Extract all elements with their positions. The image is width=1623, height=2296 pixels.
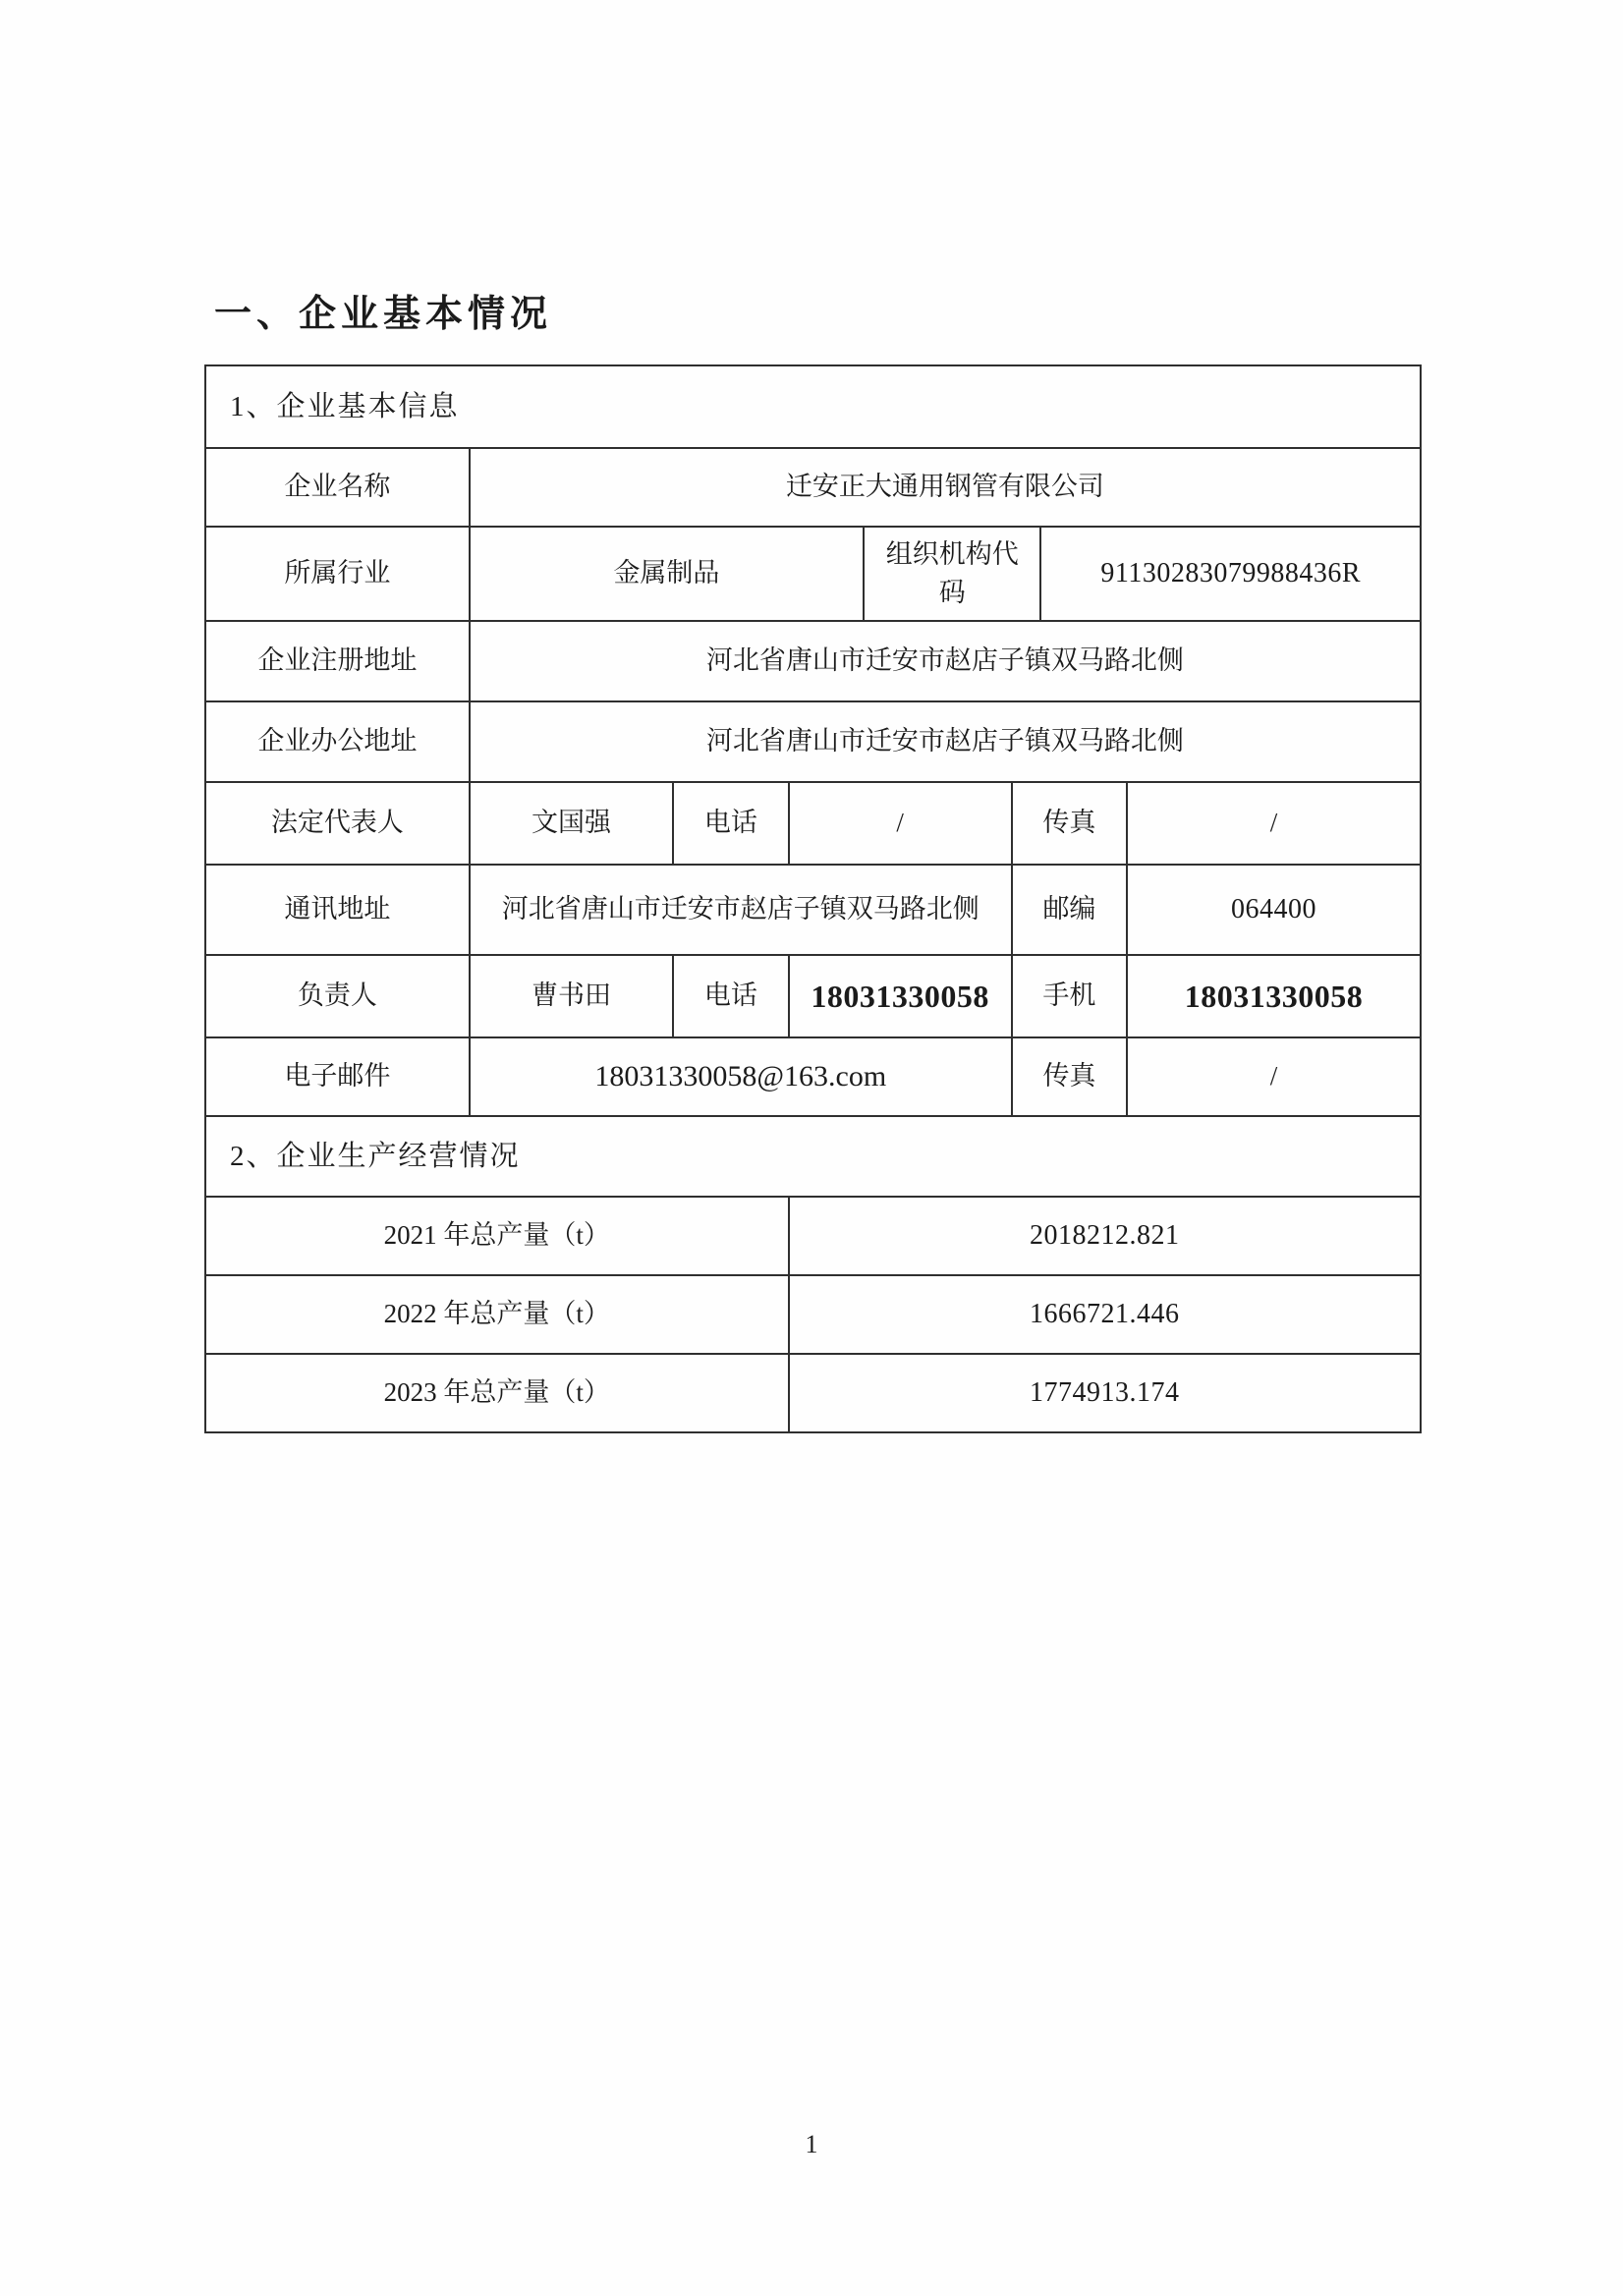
office-address-value: 河北省唐山市迁安市赵店子镇双马路北侧: [469, 702, 1420, 781]
production-2021-value: 2018212.821: [788, 1198, 1420, 1274]
table-row: [206, 1036, 1420, 1115]
manager-value: 曹书田: [469, 956, 672, 1036]
mailing-address-label: 通讯地址: [284, 894, 391, 924]
legal-rep-label: 法定代表人: [270, 808, 404, 838]
page-number: 1: [805, 2130, 818, 2158]
legal-phone-value: /: [788, 783, 1011, 864]
email-fax-label: 传真: [1011, 1038, 1126, 1115]
table-row: [206, 526, 1420, 620]
mailing-address-value: 河北省唐山市迁安市赵店子镇双马路北侧: [469, 866, 1011, 954]
table-row: [206, 954, 1420, 1036]
section1-header: 1、企业基本信息: [230, 390, 460, 422]
email-fax-value: /: [1126, 1038, 1420, 1115]
production-2022-value: 1666721.446: [788, 1276, 1420, 1353]
email-label: 电子邮件: [284, 1061, 391, 1092]
page-title: 一、企业基本情况: [214, 294, 553, 335]
section1-header-row: [206, 366, 1420, 447]
org-code-label: 组织机构代码: [863, 528, 1039, 620]
production-2021-label: 2021 年总产量（t）: [383, 1220, 610, 1251]
table-row: [206, 1353, 1420, 1431]
table-row: [206, 1274, 1420, 1353]
legal-rep-value: 文国强: [469, 783, 672, 864]
table-row: [206, 864, 1420, 954]
postcode-value: 064400: [1126, 866, 1420, 954]
company-name-value: 迁安正大通用钢管有限公司: [469, 449, 1420, 526]
org-code-value: 91130283079988436R: [1039, 528, 1420, 620]
manager-label: 负责人: [297, 980, 377, 1011]
mobile-value: 18031330058: [1126, 956, 1420, 1036]
office-address-label: 企业办公地址: [257, 726, 418, 756]
enterprise-info-table: [204, 364, 1422, 1433]
section2-header: 2、企业生产经营情况: [230, 1140, 521, 1172]
table-row: [206, 700, 1420, 781]
legal-fax-label: 传真: [1011, 783, 1126, 864]
manager-phone-label: 电话: [672, 956, 787, 1036]
company-name-label: 企业名称: [284, 472, 391, 502]
production-2023-value: 1774913.174: [788, 1355, 1420, 1431]
industry-value: 金属制品: [469, 528, 863, 620]
email-value: 18031330058@163.com: [469, 1038, 1011, 1115]
postcode-label: 邮编: [1011, 866, 1126, 954]
registered-address-label: 企业注册地址: [257, 645, 418, 676]
industry-label: 所属行业: [284, 558, 391, 588]
table-row: [206, 781, 1420, 864]
legal-phone-label: 电话: [672, 783, 787, 864]
manager-phone-value: 18031330058: [788, 956, 1011, 1036]
production-2022-label: 2022 年总产量（t）: [383, 1299, 610, 1329]
registered-address-value: 河北省唐山市迁安市赵店子镇双马路北侧: [469, 622, 1420, 700]
table-row: [206, 447, 1420, 526]
mobile-label: 手机: [1011, 956, 1126, 1036]
legal-fax-value: /: [1126, 783, 1420, 864]
production-2023-label: 2023 年总产量（t）: [383, 1377, 610, 1408]
table-row: [206, 620, 1420, 700]
table-row: [206, 1196, 1420, 1274]
section2-header-row: [206, 1115, 1420, 1196]
